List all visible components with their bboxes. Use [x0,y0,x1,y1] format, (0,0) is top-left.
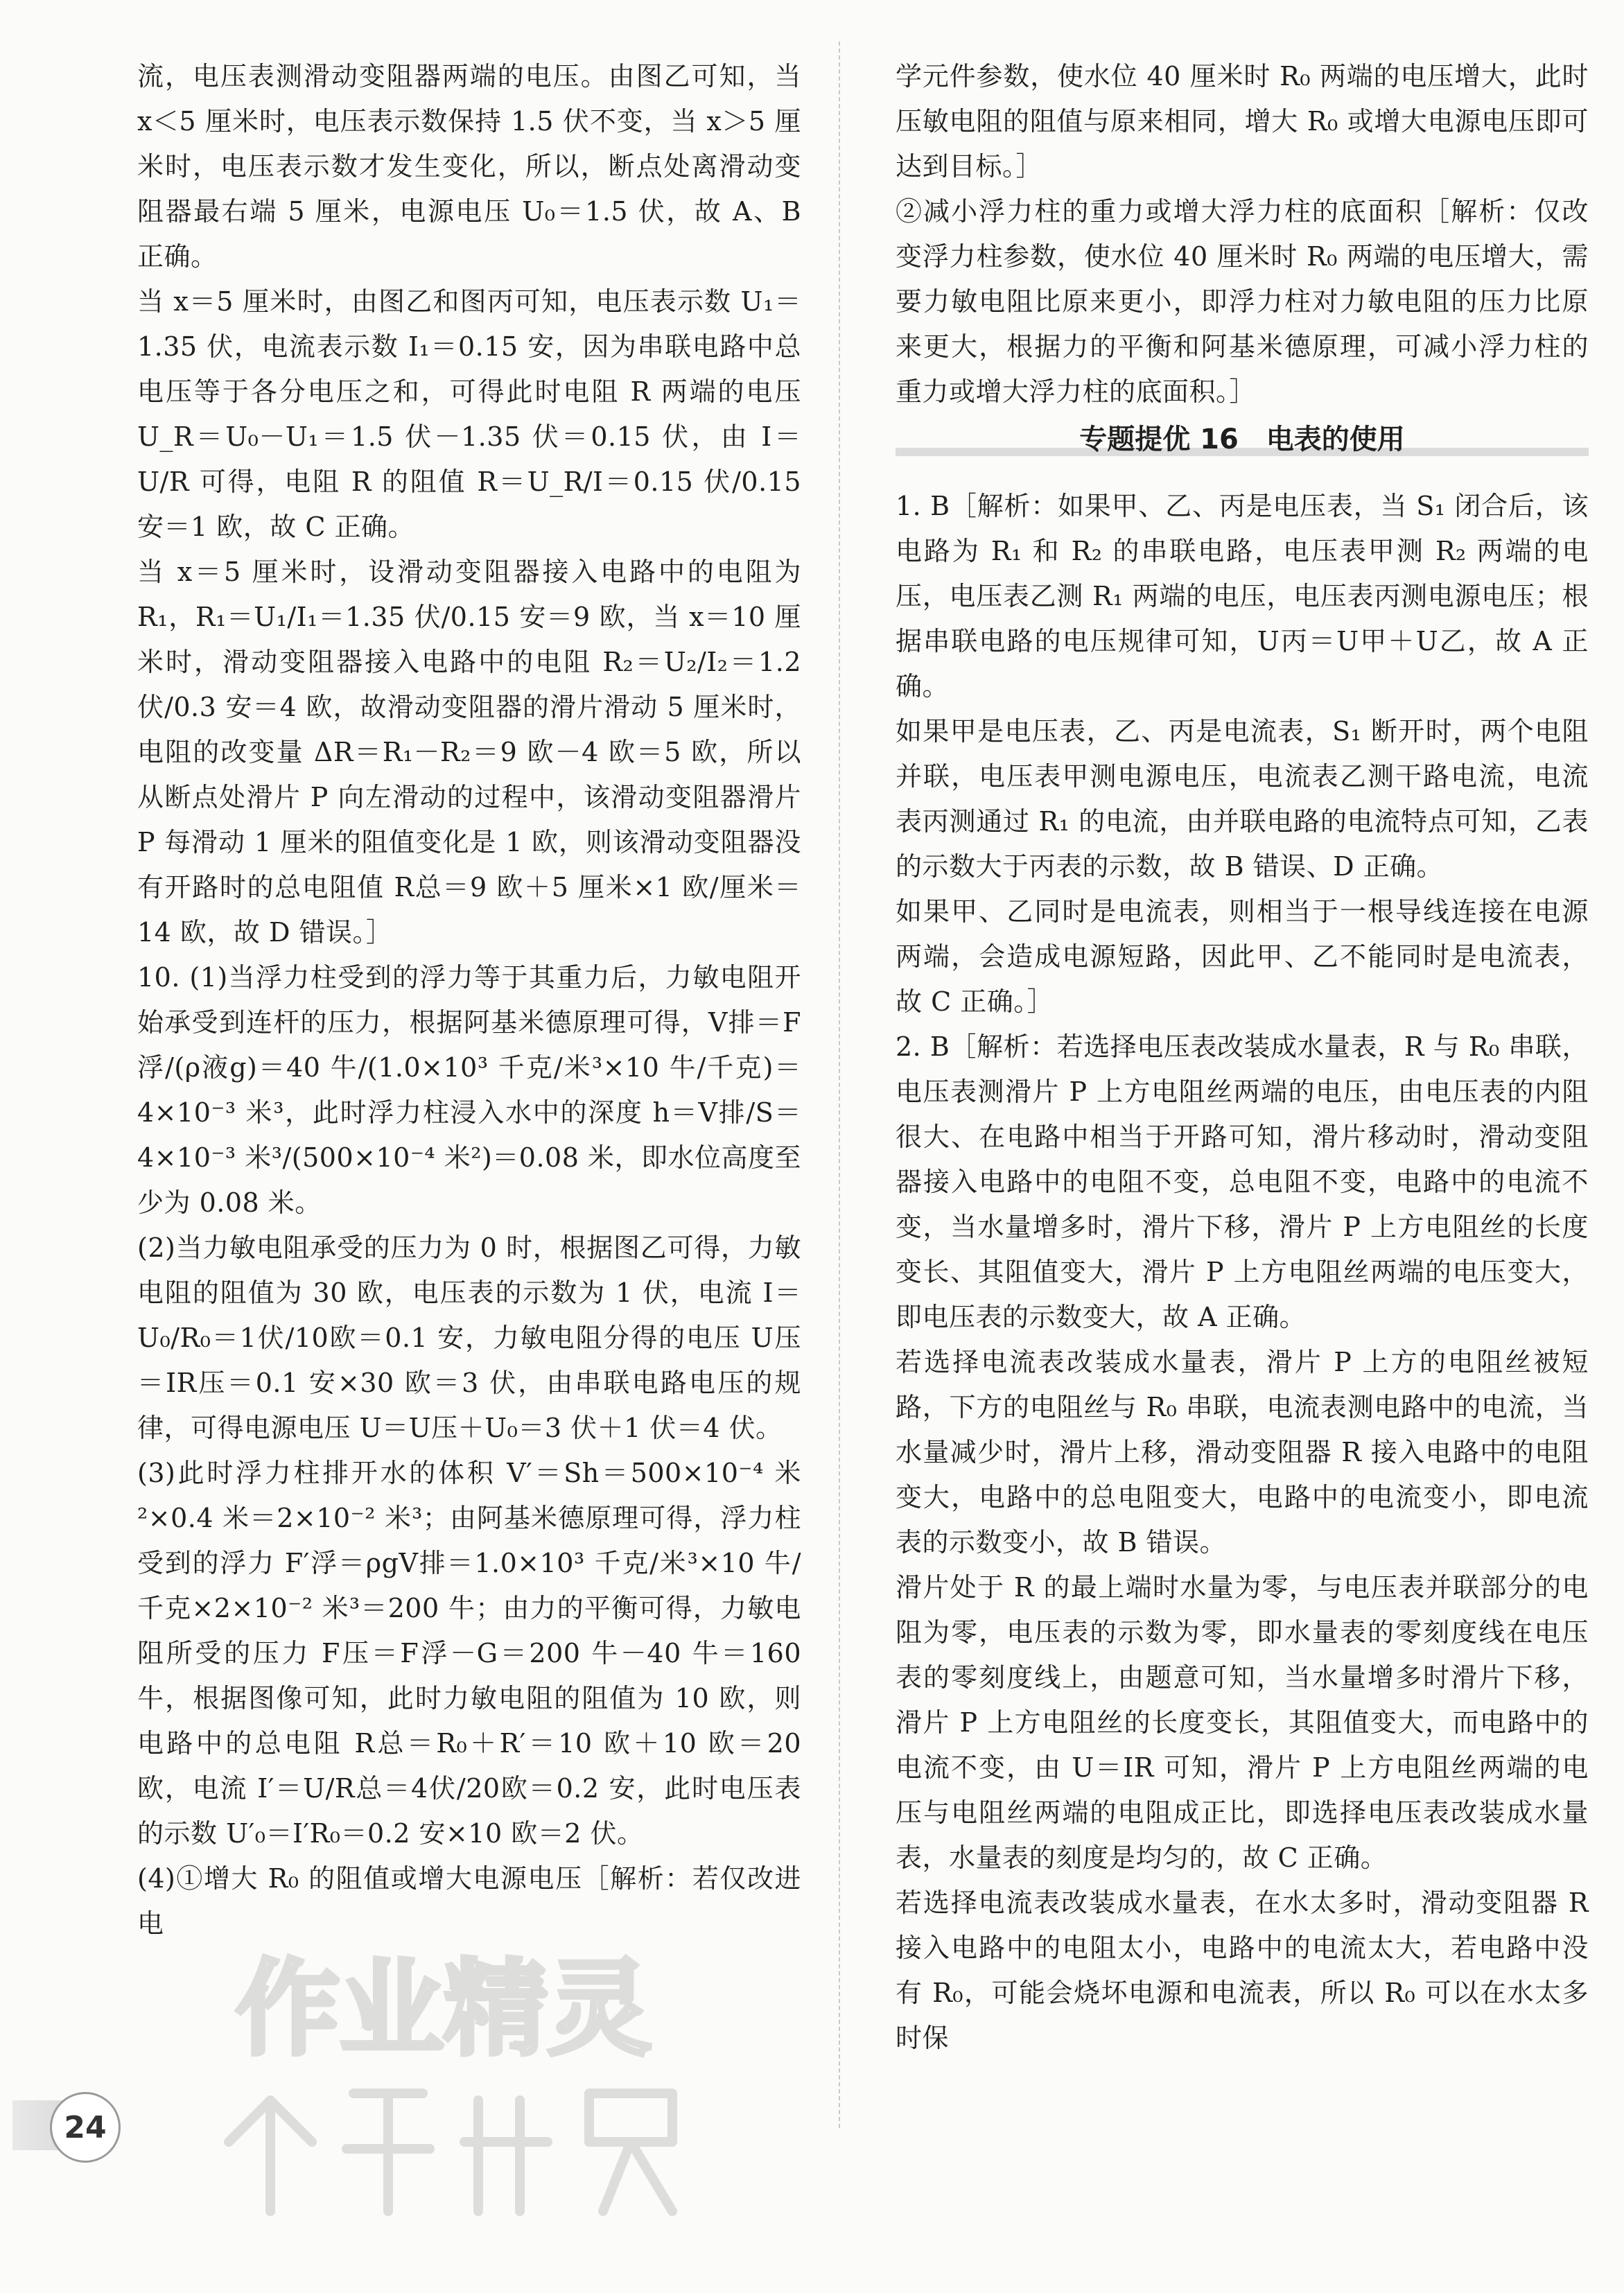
paragraph: 如果甲是电压表，乙、丙是电流表，S₁ 断开时，两个电阻并联，电压表甲测电源电压，电流表乙测干路电流，电流表丙测通过 R₁ 的电流，由并联电路的电流特点可知，乙表的示数大于丙表的示数，故 B 错误、D 正确。 [896,716,1589,882]
paragraph: ②减小浮力柱的重力或增大浮力柱的底面积［解析：仅改变浮力柱参数，使水位 40 厘米时 R₀ 两端的电压增大，需要力敏电阻比原来更小，即浮力柱对力敏电阻的压力比原来更大，根据力的平衡和阿基米德原理，可减小浮力柱的重力或增大浮力柱的底面积。］ [896,196,1589,407]
paragraph: 学元件参数，使水位 40 厘米时 R₀ 两端的电压增大，此时压敏电阻的阻值与原来相同，增大 R₀ 或增大电源电压即可达到目标。］ [896,61,1589,182]
question-10-part-4: (4)①增大 R₀ 的阻值或增大电源电压［解析：若仅改进电 [137,1863,801,1939]
page-number: 24 [50,2092,121,2163]
question-10-part-1: 10. (1)当浮力柱受到的浮力等于其重力后，力敏电阻开始承受到连杆的压力，根据阿基米德原理可得，V排＝F浮/(ρ液g)＝40 牛/(1.0×10³ 千克/米³×10 牛/千克)＝4×10⁻³ 米³，此时浮力柱浸入水中的深度 h＝V排/S＝4×10⁻³ 米³/(500×10⁻⁴ 米²)＝0.08 米，即水位高度至少为 0.08 米。 [137,962,801,1218]
column-divider [839,42,840,2128]
paragraph: 流，电压表测滑动变阻器两端的电压。由图乙可知，当 x＜5 厘米时，电压表示数保持 1.5 伏不变，当 x＞5 厘米时，电压表示数才发生变化，所以，断点处离滑动变阻器最右端 5 厘米，电源电压 U₀＝1.5 伏，故 A、B 正确。 [137,61,801,272]
paragraph: 若选择电流表改装成水量表，在水太多时，滑动变阻器 R 接入电路中的电阻太小，电路中的电流太大，若电路中没有 R₀，可能会烧坏电源和电流表，所以 R₀ 可以在水太多时保 [896,1887,1589,2053]
paragraph: 当 x＝5 厘米时，设滑动变阻器接入电路中的电阻为 R₁，R₁＝U₁/I₁＝1.35 伏/0.15 安＝9 欧，当 x＝10 厘米时，滑动变阻器接入电路中的电阻 R₂＝U₂/I₂＝1.2 伏/0.3 安＝4 欧，故滑动变阻器的滑片滑动 5 厘米时，电阻的改变量 ΔR＝R₁－R₂＝9 欧－4 欧＝5 欧，所以从断点处滑片 P 向左滑动的过程中，该滑动变阻器滑片 P 每滑动 1 厘米的阻值变化是 1 欧，则该滑动变阻器没有开路时的总电阻值 R总＝9 欧＋5 厘米×1 欧/厘米＝14 欧，故 D 错误。］ [137,557,801,948]
right-column [896,54,1589,2061]
question-1: 1. B［解析：如果甲、乙、丙是电压表，当 S₁ 闭合后，该电路为 R₁ 和 R₂ 的串联电路，电压表甲测 R₂ 两端的电压，电压表乙测 R₁ 两端的电压，电压表丙测电源电压；根据串联电路的电压规律可知，U丙＝U甲＋U乙，故 A 正确。 [896,491,1589,701]
left-column [137,54,801,1946]
section-title: 专题提优 16 电表的使用 [896,419,1589,460]
question-10-part-3: (3)此时浮力柱排开水的体积 V′＝Sh＝500×10⁻⁴ 米²×0.4 米＝2×10⁻² 米³；由阿基米德原理可得，浮力柱受到的浮力 F′浮＝ρgV排＝1.0×10³ 千克/米³×10 牛/千克×2×10⁻² 米³＝200 牛；由力的平衡可得，力敏电阻所受的压力 F压＝F浮－G＝200 牛－40 牛＝160 牛，根据图像可知，此时力敏电阻的阻值为 10 欧，则电路中的总电阻 R总＝R₀＋R′＝10 欧＋10 欧＝20 欧，电流 I′＝U/R总＝4伏/20欧＝0.2 安，此时电压表的示数 U′₀＝I′R₀＝0.2 安×10 欧＝2 伏。 [137,1458,801,1849]
paragraph: 当 x＝5 厘米时，由图乙和图丙可知，电压表示数 U₁＝1.35 伏，电流表示数 I₁＝0.15 安，因为串联电路中总电压等于各分电压之和，可得此时电阻 R 两端的电压 U_R＝U₀－U₁＝1.5 伏－1.35 伏＝0.15 伏，由 I＝U/R 可得，电阻 R 的阻值 R＝U_R/I＝0.15 伏/0.15 安＝1 欧，故 C 正确。 [137,286,801,542]
watermark-text: 作业精灵 [236,1949,652,2070]
question-10-part-2: (2)当力敏电阻承受的压力为 0 时，根据图乙可得，力敏电阻的阻值为 30 欧，电压表的示数为 1 伏，电流 I＝U₀/R₀＝1伏/10欧＝0.1 安，力敏电阻分得的电压 U压＝IR压＝0.1 安×30 欧＝3 伏，由串联电路电压的规律，可得电源电压 U＝U压＋U₀＝3 伏＋1 伏＝4 伏。 [137,1232,801,1443]
paragraph: 如果甲、乙同时是电流表，则相当于一根导线连接在电源两端，会造成电源短路，因此甲、乙不能同时是电流表，故 C 正确。］ [896,896,1589,1017]
paragraph: 滑片处于 R 的最上端时水量为零，与电压表并联部分的电阻为零，电压表的示数为零，即水量表的零刻度线在电压表的零刻度线上，由题意可知，当水量增多时滑片下移，滑片 P 上方电阻丝的长度变长，其阻值变大，而电路中的电流不变，由 U＝IR 可知，滑片 P 上方电阻丝两端的电压与电阻丝两端的电阻成正比，即选择电压表改装成水量表，水量表的刻度是均匀的，故 C 正确。 [896,1572,1589,1873]
paragraph: 若选择电流表改装成水量表，滑片 P 上方的电阻丝被短路，下方的电阻丝与 R₀ 串联，电流表测电路中的电流，当水量减少时，滑片上移，滑动变阻器 R 接入电路中的电阻变大，电路中的总电阻变大，电路中的电流变小，即电流表的示数变小，故 B 错误。 [896,1347,1589,1558]
question-2: 2. B［解析：若选择电压表改装成水量表，R 与 R₀ 串联，电压表测滑片 P 上方电阻丝两端的电压，由电压表的内阻很大、在电路中相当于开路可知，滑片移动时，滑动变阻器接入电路中的电阻不变，总电阻不变，电路中的电流不变，当水量增多时，滑片下移，滑片 P 上方电阻丝的长度变长、其阻值变大，滑片 P 上方电阻丝两端的电压变大，即电压表的示数变大，故 A 正确。 [896,1031,1589,1332]
